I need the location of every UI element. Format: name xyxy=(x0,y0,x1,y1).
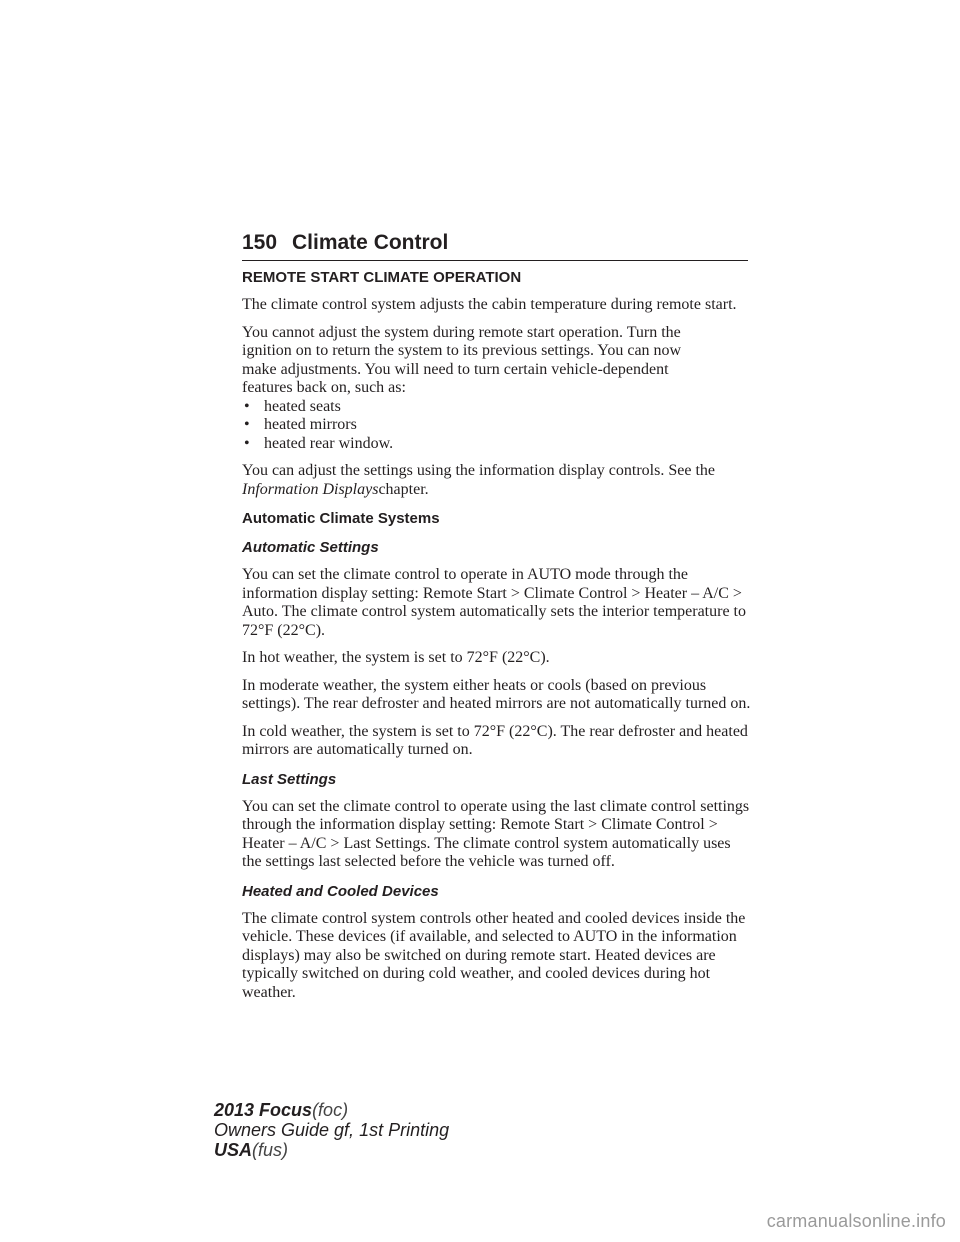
automatic-settings-paragraph: You can set the climate control to operate in AUTO mode through the information display setting: Remote Start > Climate Control > Heater – A/C > Auto. The climate control system automatically sets the interior temperature to 72°F (22°C). xyxy=(242,566,746,639)
list-item: • heated mirrors xyxy=(244,416,357,433)
list-item: • heated rear window. xyxy=(244,434,394,452)
last-settings-paragraph: You can set the climate control to operate using the last climate control settings through the information display setting: Remote Start > Climate Control > Heater – A/C > Last Settings. The climate control system automatically uses the settings last selected before the vehicle was turned off. xyxy=(242,797,750,870)
cold-weather-paragraph: In cold weather, the system is set to 72°F (22°C). The rear defroster and heated mirrors are automatically turned on. xyxy=(242,722,748,758)
page-number: 150 xyxy=(242,231,278,254)
page-header xyxy=(242,230,748,261)
footer-line-guide: Owners Guide gf, 1st Printing xyxy=(214,1120,450,1140)
list-item: • heated seats xyxy=(244,397,341,415)
settings-paragraph: You can adjust the settings using the information display controls. See the Information Displayschapter. xyxy=(242,462,715,498)
automatic-settings-heading: Automatic Settings xyxy=(242,539,379,556)
bullet-icon: • xyxy=(244,416,250,433)
page-content xyxy=(242,269,752,1011)
automatic-climate-heading: Automatic Climate Systems xyxy=(242,510,440,527)
footer-line-region: USA(fus) xyxy=(214,1140,289,1160)
heated-cooled-heading: Heated and Cooled Devices xyxy=(242,882,439,900)
bullet-icon: • xyxy=(244,434,250,452)
feature-list xyxy=(242,398,752,454)
heated-cooled-paragraph: The climate control system controls other heated and cooled devices inside the vehicle. These devices (if available, and selected to AUTO in the information displays) may also be switched on during remote start. Heated devices are typically switched on during cold weather, and cooled devices during hot weather. xyxy=(242,909,746,1001)
last-settings-heading: Last Settings xyxy=(242,770,337,788)
bullet-icon: • xyxy=(244,397,250,415)
watermark-link[interactable]: carmanualsonline.info xyxy=(766,1211,946,1231)
chapter-title: Climate Control xyxy=(292,231,449,254)
remote-start-paragraph: You cannot adjust the system during remote start operation. Turn the ignition on to return the system to its previous settings. You can now make adjustments. You will need to turn certain vehicle-dependent features back on, such as: xyxy=(242,323,682,396)
intro-paragraph: The climate control system adjusts the cabin temperature during remote start. xyxy=(242,296,737,313)
information-displays-reference: Information Displays xyxy=(242,480,379,498)
print-footer xyxy=(214,1100,449,1160)
section-heading: REMOTE START CLIMATE OPERATION xyxy=(242,269,522,286)
moderate-weather-paragraph: In moderate weather, the system either heats or cools (based on previous settings). The rear defroster and heated mirrors are not automatically turned on. xyxy=(242,676,751,712)
footer-line-model: 2013 Focus(foc) xyxy=(214,1100,349,1120)
hot-weather-paragraph: In hot weather, the system is set to 72°F (22°C). xyxy=(242,649,550,666)
